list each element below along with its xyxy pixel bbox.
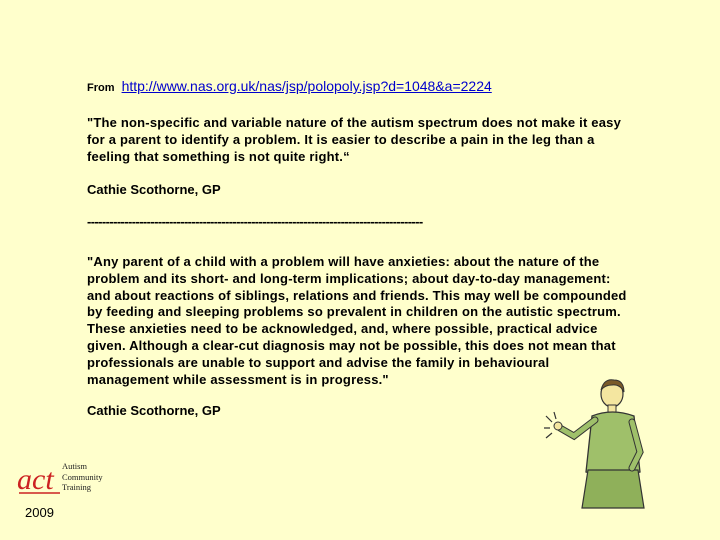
dashed-divider: ------------------------------------------------------------------------------------------ bbox=[87, 214, 423, 229]
quote-1-text: "The non-specific and variable nature of the autism spectrum does not make it easy for a parent to identify a problem. It is easier to describe a pain in the leg than a feeling that something is not quite right.“ bbox=[87, 115, 622, 164]
logo-line-3: Training bbox=[62, 482, 91, 492]
source-line bbox=[87, 78, 492, 94]
source-prefix: From bbox=[87, 82, 115, 94]
act-logo-letters: act bbox=[17, 463, 54, 496]
footer-year: 2009 bbox=[25, 505, 54, 520]
quote-1-author: Cathie Scothorne, GP bbox=[87, 182, 221, 197]
quote-2-author: Cathie Scothorne, GP bbox=[87, 403, 221, 418]
act-logo-mark bbox=[16, 460, 62, 496]
source-link[interactable]: http://www.nas.org.uk/nas/jsp/polopoly.jsp?d=1048&a=2224 bbox=[121, 78, 492, 94]
act-logo-wordmark bbox=[62, 461, 103, 493]
presenter-figure-illustration bbox=[540, 372, 680, 512]
act-logo bbox=[16, 460, 108, 496]
logo-line-1: Autism bbox=[62, 461, 88, 471]
logo-line-2: Community bbox=[62, 471, 103, 482]
quote-2-text: "Any parent of a child with a problem will have anxieties: about the nature of the problem and its short- and long-term implications; about day-to-day management: and about reactions of siblings, relations and friends. This may well be compounded by feeding and sleeping problems so prevalent in children on the autistic spectrum. These anxieties need to be acknowledged, and, where possible, practical advice given. Although a clear-cut diagnosis may not be possible, this does not mean that professionals are unable to support and advise the family in behavioural management while assessment is in progress." bbox=[87, 254, 627, 387]
